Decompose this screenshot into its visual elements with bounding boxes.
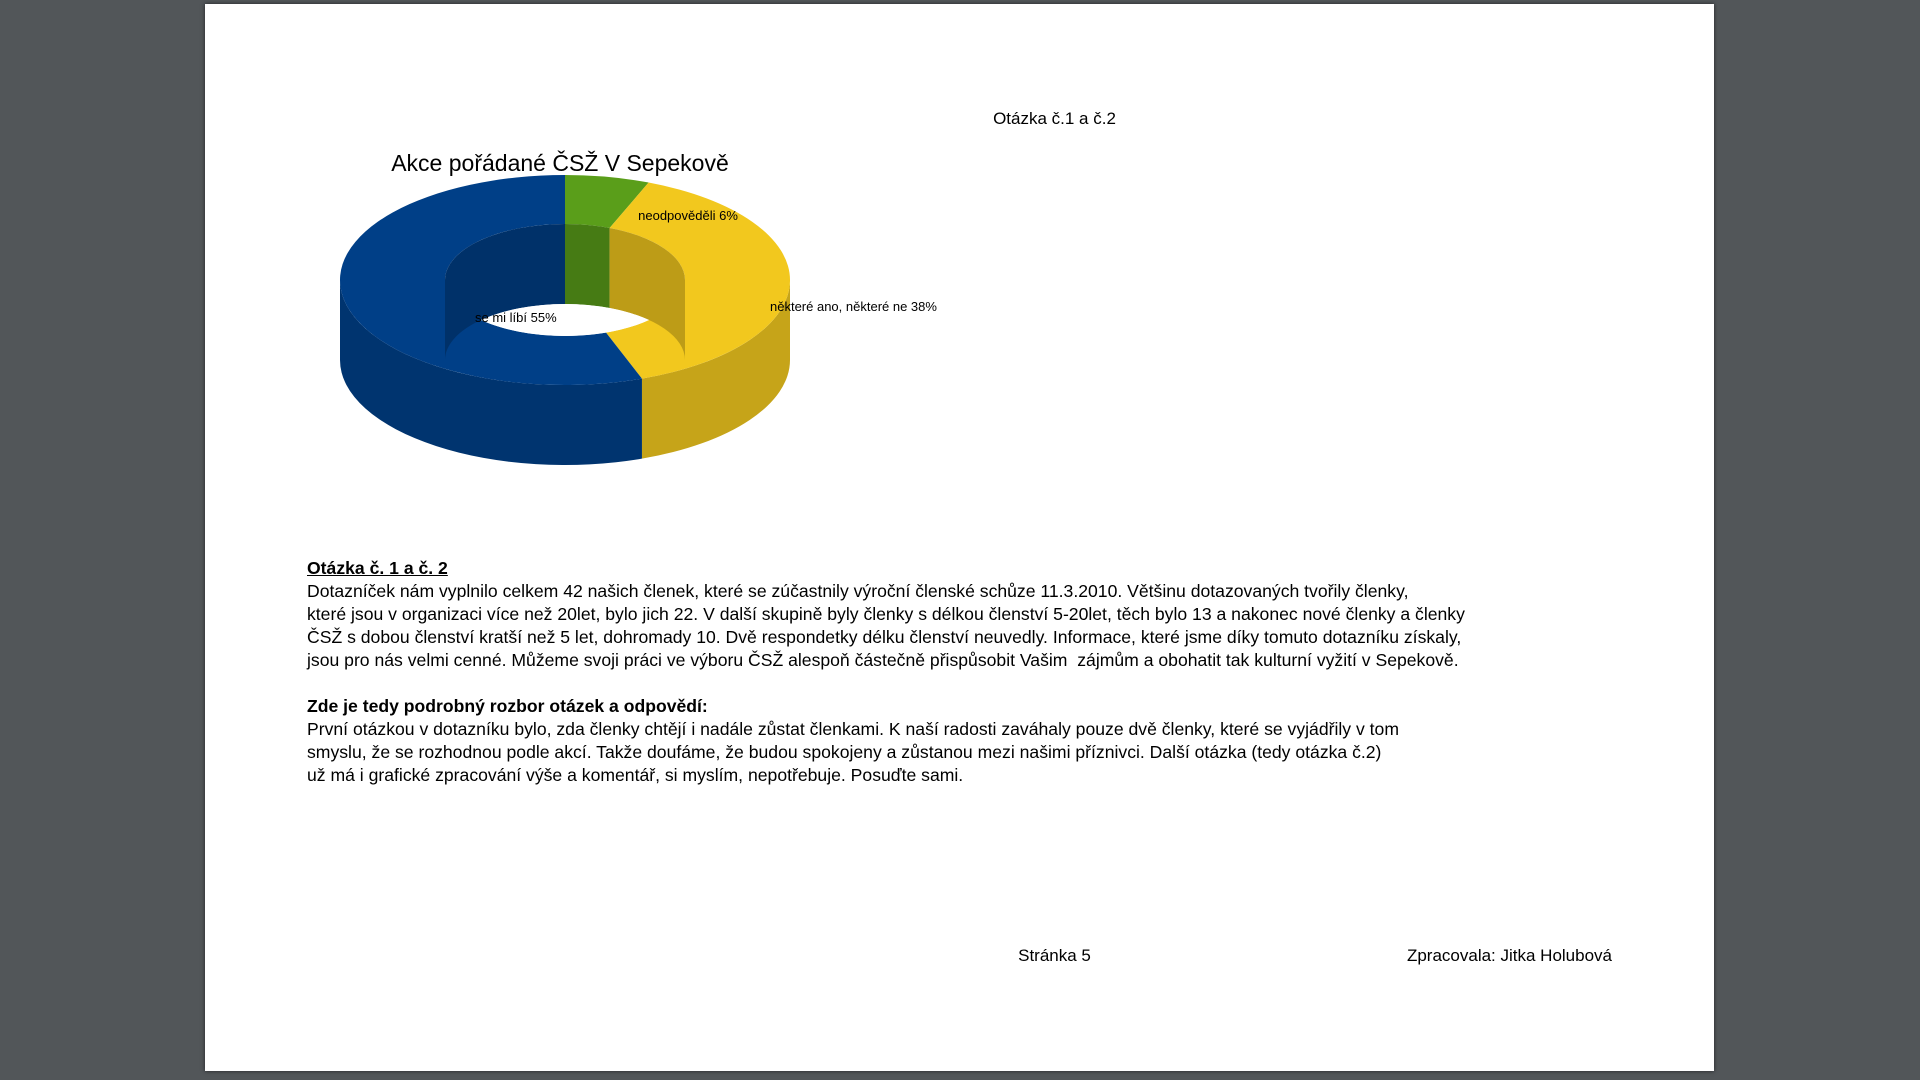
slice-inner-wall	[565, 224, 610, 308]
paragraph	[307, 580, 1527, 672]
section-heading: Otázka č. 1 a č. 2	[307, 558, 448, 578]
page-header-title: Otázka č.1 a č.2	[993, 109, 1116, 128]
paragraph	[307, 718, 1527, 787]
section-heading: Zde je tedy podrobný rozbor otázek a odpovědí:	[307, 696, 708, 716]
donut-chart	[205, 4, 1714, 544]
chart-plot	[340, 175, 937, 465]
slice-label: neodpověděli 6%	[638, 208, 738, 223]
paragraph-line: už má i grafické zpracování výše a komentář, si myslím, nepotřebuje. Posuďte sami.	[307, 765, 964, 785]
paragraph-line: které jsou v organizaci více než 20let, bylo jich 22. V další skupině byly členky s délkou členství 5-20let, těch bylo 13 a nakonec nové členky a členky	[307, 604, 1465, 624]
slice-label: se mi líbí 55%	[475, 310, 557, 325]
footer-page-number: Stránka 5	[1018, 946, 1091, 965]
paragraph-line: ČSŽ s dobou členství kratší než 5 let, dohromady 10. Dvě respondetky délku členství neuvedly. Informace, které jsme díky tomuto dotazníku získaly,	[307, 627, 1462, 647]
document-body	[307, 557, 1527, 787]
paragraph-line: První otázkou v dotazníku bylo, zda členky chtějí i nadále zůstat členkami. K naší radosti zaváhaly pouze dvě členky, které se vyjádřily v tom	[307, 719, 1399, 739]
paragraph-line: jsou pro nás velmi cenné. Můžeme svoji práci ve výboru ČSŽ alespoň částečně přispůsobit Vašim zájmům a obohatit tak kulturní vyžití v Sepekově.	[307, 650, 1459, 670]
footer-author: Zpracovala: Jitka Holubová	[1406, 946, 1612, 965]
document-page	[205, 4, 1714, 1071]
slice-label: některé ano, některé ne 38%	[770, 299, 937, 314]
paragraph-line: smyslu, že se rozhodnou podle akcí. Takže doufáme, že budou spokojeny a zůstanou mezi našimi příznivci. Další otázka (tedy otázka č.2)	[307, 742, 1382, 762]
chart-title: Akce pořádané ČSŽ V Sepekově	[391, 150, 729, 176]
paragraph-line: Dotazníček nám vyplnilo celkem 42 našich členek, které se zúčastnily výroční členské schůze 11.3.2010. Většinu dotazovaných tvořily členky,	[307, 581, 1409, 601]
